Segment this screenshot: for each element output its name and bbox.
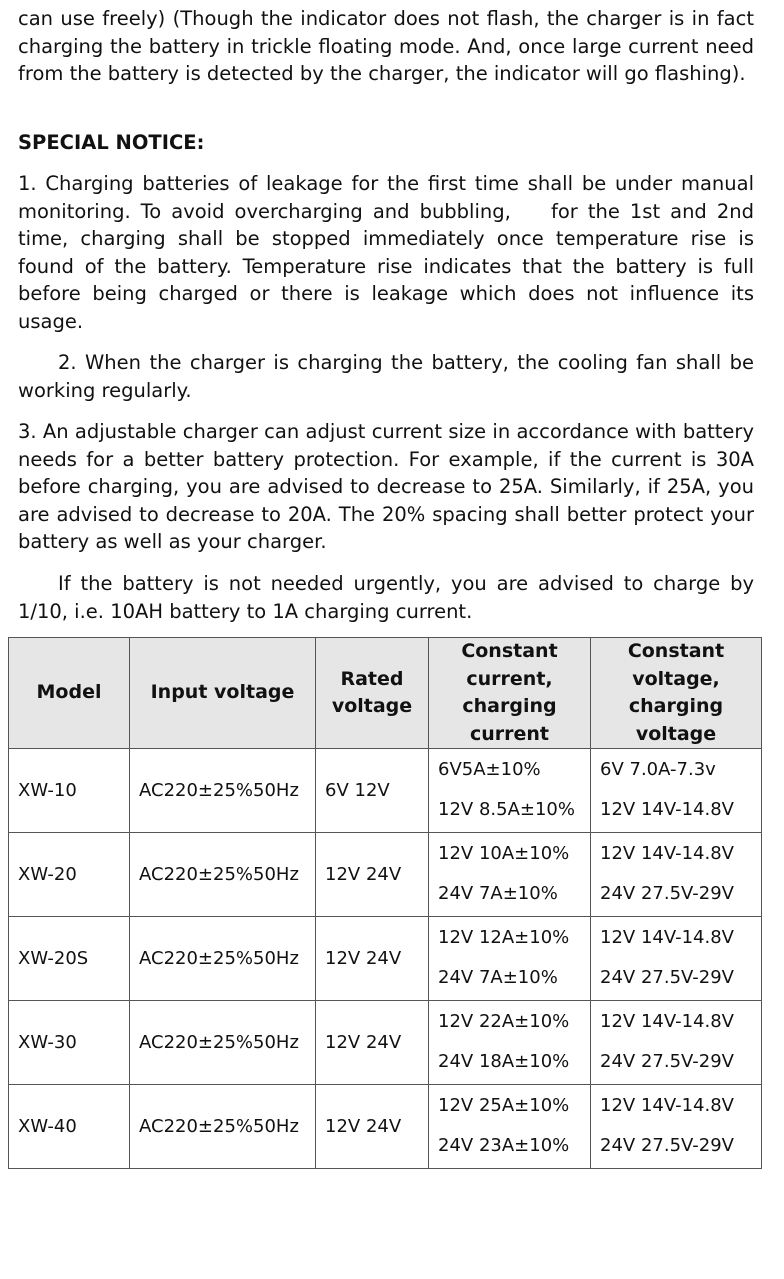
cell-constant-current: 12V 25A±10% 24V 23A±10% xyxy=(429,1085,591,1169)
cell-rated-voltage: 6V 12V xyxy=(316,749,429,833)
special-notice-heading: SPECIAL NOTICE: xyxy=(18,131,205,154)
cell-rated-voltage: 12V 24V xyxy=(316,1085,429,1169)
cell-constant-voltage: 12V 14V-14.8V 24V 27.5V-29V xyxy=(591,833,762,917)
table-row xyxy=(9,749,762,833)
cell-model: XW-10 xyxy=(9,749,130,833)
charging-advice: If the battery is not needed urgently, you are advised to charge by 1/10, i.e. 10AH battery to 1A charging current. xyxy=(18,572,754,623)
cell-rated-voltage: 12V 24V xyxy=(316,833,429,917)
cell-model: XW-40 xyxy=(9,1085,130,1169)
cell-constant-voltage: 12V 14V-14.8V 24V 27.5V-29V xyxy=(591,917,762,1001)
cell-input-voltage: AC220±25%50Hz xyxy=(130,1085,316,1169)
cell-constant-voltage: 6V 7.0A-7.3v 12V 14V-14.8V xyxy=(591,749,762,833)
cell-constant-current: 6V5A±10% 12V 8.5A±10% xyxy=(429,749,591,833)
cell-rated-voltage: 12V 24V xyxy=(316,1001,429,1085)
cell-model: XW-20S xyxy=(9,917,130,1001)
header-model: Model xyxy=(9,638,130,749)
cell-constant-voltage: 12V 14V-14.8V 24V 27.5V-29V xyxy=(591,1001,762,1085)
cell-constant-voltage: 12V 14V-14.8V 24V 27.5V-29V xyxy=(591,1085,762,1169)
header-input-voltage: Input voltage xyxy=(130,638,316,749)
header-constant-voltage: Constant voltage, charging voltage xyxy=(591,638,762,749)
header-rated-voltage: Rated voltage xyxy=(316,638,429,749)
cell-input-voltage: AC220±25%50Hz xyxy=(130,749,316,833)
cell-input-voltage: AC220±25%50Hz xyxy=(130,1001,316,1085)
cell-model: XW-30 xyxy=(9,1001,130,1085)
header-constant-current: Constant current, charging current xyxy=(429,638,591,749)
cell-constant-current: 12V 12A±10% 24V 7A±10% xyxy=(429,917,591,1001)
table-row xyxy=(9,1085,762,1169)
notice-item-1: 1. Charging batteries of leakage for the first time shall be under manual monitoring. To avoid overcharging and bubbling, for the 1st and 2nd time, charging shall be stopped immediately once temperature rise is found of the battery. Temperature rise indicates that the battery is full before being charged or there is leakage which does not influence its usage. xyxy=(18,172,754,333)
table-row xyxy=(9,833,762,917)
intro-paragraph: can use freely) (Though the indicator does not flash, the charger is in fact charging the battery in trickle floating mode. And, once large current need from the battery is detected by the charger, the indicator will go flashing). xyxy=(18,7,754,86)
cell-model: XW-20 xyxy=(9,833,130,917)
cell-constant-current: 12V 22A±10% 24V 18A±10% xyxy=(429,1001,591,1085)
notice-item-3: 3. An adjustable charger can adjust current size in accordance with battery needs for a better battery protection. For example, if the current is 30A before charging, you are advised to decrease to 25A. Similarly, if 25A, you are advised to decrease to 20A. The 20% spacing shall better protect your battery as well as your charger. xyxy=(18,420,754,554)
table-header-row xyxy=(9,638,762,749)
charger-spec-table xyxy=(8,637,762,1169)
cell-input-voltage: AC220±25%50Hz xyxy=(130,917,316,1001)
cell-constant-current: 12V 10A±10% 24V 7A±10% xyxy=(429,833,591,917)
cell-input-voltage: AC220±25%50Hz xyxy=(130,833,316,917)
cell-rated-voltage: 12V 24V xyxy=(316,917,429,1001)
notice-item-2: 2. When the charger is charging the battery, the cooling fan shall be working regularly. xyxy=(18,351,754,402)
table-row xyxy=(9,917,762,1001)
table-row xyxy=(9,1001,762,1085)
